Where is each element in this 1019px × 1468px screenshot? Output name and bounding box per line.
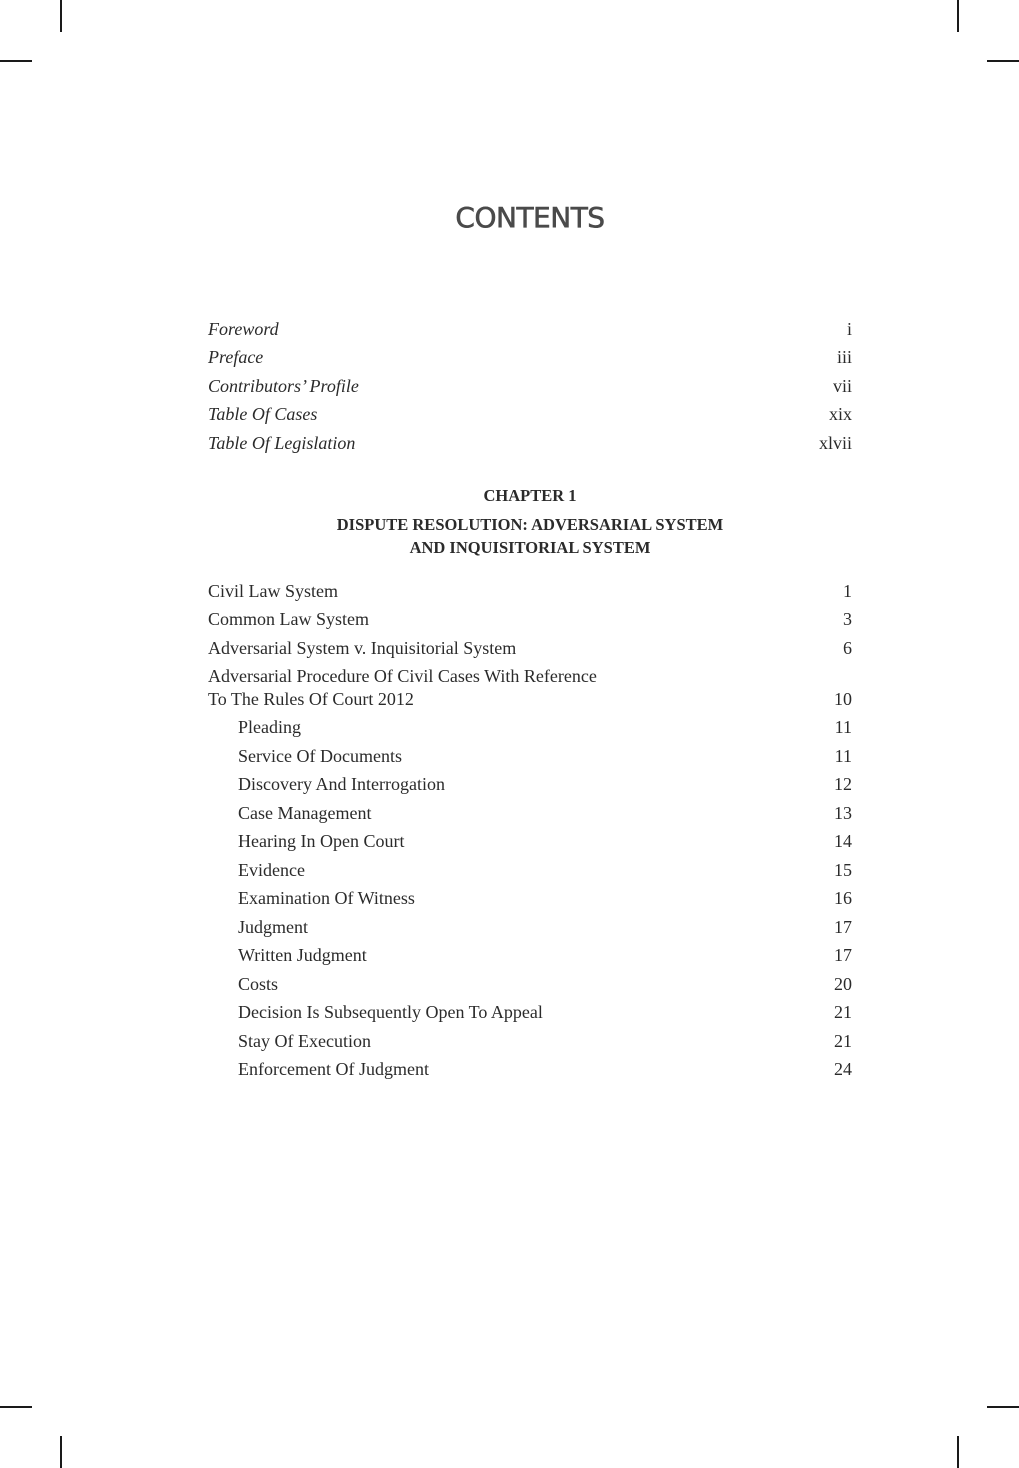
crop-mark-bottom-left [60, 1436, 62, 1468]
toc-entry-page: iii [836, 347, 852, 367]
toc-subentry[interactable] [208, 1024, 852, 1053]
toc-entry-page: xix [828, 404, 852, 424]
toc-entry-label [208, 665, 812, 711]
toc-subentry[interactable] [208, 939, 852, 968]
toc-subentry-page: 21 [834, 1030, 852, 1051]
toc-subentry[interactable] [208, 967, 852, 996]
toc-entry-label: Adversarial System v. Inquisitorial System [208, 637, 517, 658]
toc-entry-label-line1: Adversarial Procedure Of Civil Cases With Reference [208, 665, 597, 686]
toc-subentry[interactable] [208, 739, 852, 768]
toc-entry[interactable] [208, 574, 852, 603]
toc-subentry[interactable] [208, 825, 852, 854]
toc-entry-page: 6 [843, 637, 852, 658]
toc-subentry-page: 16 [834, 888, 852, 908]
crop-mark-top-right [987, 60, 1019, 62]
toc-subentry-label: Written Judgment [238, 945, 367, 965]
toc-entry[interactable] [208, 603, 852, 632]
crop-mark-top-left [0, 60, 32, 62]
toc-subentry-page: 11 [834, 717, 852, 737]
chapter-entries-list [208, 574, 852, 1081]
toc-entry-page: 1 [843, 580, 852, 601]
toc-subentry-page: 21 [834, 1002, 852, 1022]
toc-subentry-label: Service Of Documents [238, 745, 402, 766]
toc-subentry-page: 20 [834, 973, 852, 994]
toc-subentry-label: Discovery And Interrogation [238, 774, 445, 794]
chapter-number: CHAPTER 1 [483, 486, 577, 505]
toc-entry-page: i [846, 318, 852, 339]
toc-subentry-label: Judgment [238, 916, 308, 937]
toc-entry-label: Table Of Cases [208, 404, 318, 424]
toc-subentry-label: Hearing In Open Court [238, 831, 405, 851]
toc-subentry-page: 17 [834, 945, 852, 965]
toc-entry-label: Foreword [208, 318, 279, 339]
toc-subentry-label: Enforcement Of Judgment [238, 1059, 429, 1079]
toc-subentry-label: Decision Is Subsequently Open To Appeal [238, 1002, 543, 1022]
toc-subentry[interactable] [208, 853, 852, 882]
chapter-title-line1: DISPUTE RESOLUTION: ADVERSARIAL SYSTEM [336, 515, 724, 534]
toc-subentry-page: 12 [834, 774, 852, 794]
toc-entry[interactable] [208, 631, 852, 660]
toc-subentry[interactable] [208, 796, 852, 825]
toc-subentry-page: 24 [834, 1059, 852, 1079]
toc-entry-label: Common Law System [208, 609, 369, 629]
crop-mark-top-right [957, 0, 959, 32]
toc-entry-label: Civil Law System [208, 580, 338, 601]
toc-entry[interactable] [208, 312, 852, 341]
toc-subentry[interactable] [208, 996, 852, 1025]
toc-subentry-label: Case Management [238, 802, 372, 823]
toc-subentry-label: Pleading [238, 717, 301, 737]
toc-entry-label: Table Of Legislation [208, 432, 356, 453]
toc-entry-label: Contributors’ Profile [208, 375, 359, 396]
page-title: CONTENTS [455, 201, 605, 234]
toc-subentry-page: 17 [834, 916, 852, 937]
toc-subentry-label: Costs [238, 973, 279, 994]
toc-entry[interactable] [208, 660, 852, 711]
toc-entry[interactable] [208, 369, 852, 398]
toc-entry-page: 3 [843, 609, 852, 629]
toc-subentry-page: 14 [834, 831, 852, 851]
toc-subentry-label: Evidence [238, 859, 305, 880]
toc-entry-label-line2: To The Rules Of Court 2012 [208, 688, 414, 709]
front-matter-list [208, 312, 852, 455]
toc-subentry[interactable] [208, 1053, 852, 1082]
toc-subentry-page: 13 [834, 802, 852, 823]
toc-entry[interactable] [208, 426, 852, 455]
toc-subentry-label: Examination Of Witness [238, 888, 415, 908]
toc-subentry-label: Stay Of Execution [238, 1030, 371, 1051]
crop-mark-top-left [60, 0, 62, 32]
toc-subentry[interactable] [208, 882, 852, 911]
crop-mark-bottom-right [987, 1406, 1019, 1408]
crop-mark-bottom-left [0, 1406, 32, 1408]
toc-subentry-page: 11 [834, 745, 852, 766]
toc-entry[interactable] [208, 398, 852, 427]
toc-entry-label: Preface [208, 347, 264, 367]
toc-subentry[interactable] [208, 768, 852, 797]
toc-subentry-page: 15 [834, 859, 852, 880]
toc-entry-page: 10 [834, 688, 852, 709]
toc-subentry[interactable] [208, 910, 852, 939]
crop-mark-bottom-right [957, 1436, 959, 1468]
toc-entry-page: xlvii [818, 432, 852, 453]
toc-entry[interactable] [208, 341, 852, 370]
toc-subentry[interactable] [208, 711, 852, 740]
toc-entry-page: vii [832, 375, 852, 396]
chapter-title-line2: AND INQUISITORIAL SYSTEM [409, 538, 651, 557]
